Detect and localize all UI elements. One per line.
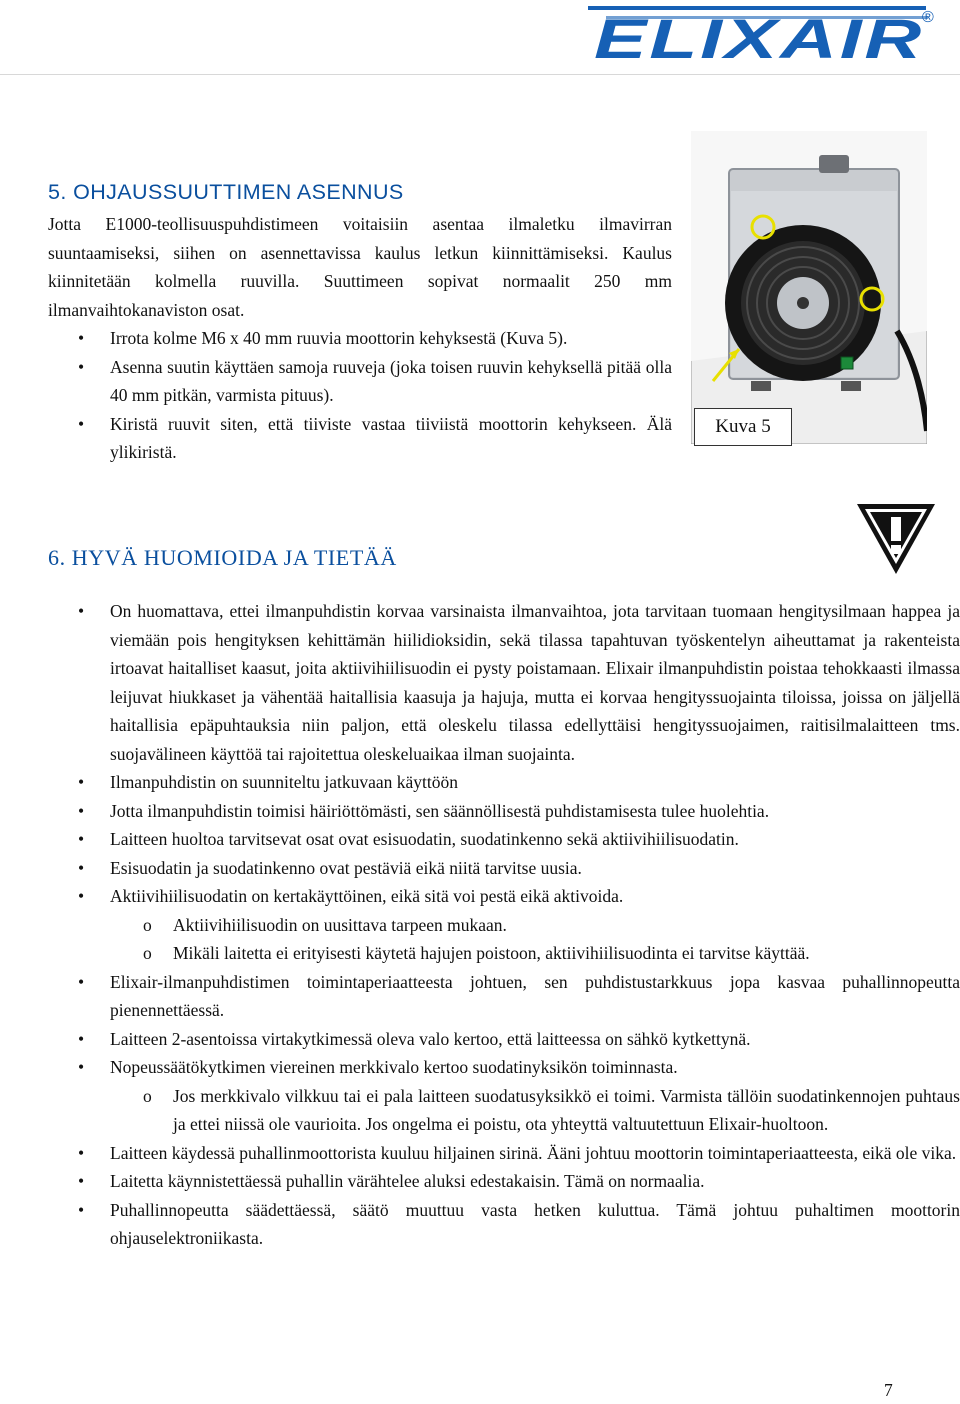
bullet: • xyxy=(78,328,85,348)
sub-bullet: o xyxy=(143,943,152,963)
bullet: • xyxy=(78,772,85,792)
list-item xyxy=(48,1053,960,1082)
list-item-text: Elixair-ilmanpuhdistimen toimintaperiaatteesta johtuen, sen puhdistustarkkuus jopa kasvaa puhallinnopeutta pienennettäessä. xyxy=(110,971,960,1020)
list-item xyxy=(48,1139,960,1168)
logo-text: ELIXAIR xyxy=(594,7,924,62)
bullet: • xyxy=(78,800,85,821)
bullet: • xyxy=(78,857,85,878)
warning-triangle-exclamation-icon xyxy=(855,500,937,576)
list-item-text: Esisuodatin ja suodatinkenno ovat pestäviä eikä niitä tarvitse uusia. xyxy=(110,857,582,878)
list-item xyxy=(48,1196,960,1253)
list-item-text: Laitteen 2-asentoissa virtakytkimessä oleva valo kertoo, että laitteessa on sähkö kytkettynä. xyxy=(110,1028,751,1049)
list-item-text: Ilmanpuhdistin on suunniteltu jatkuvaan käyttöön xyxy=(110,772,459,792)
bullet: • xyxy=(78,1057,85,1077)
list-item-text: Laitteen huoltoa tarvitsevat osat ovat esisuodatin, suodatinkenno sekä aktiivihiilisuodatin. xyxy=(110,829,739,849)
bullet: • xyxy=(78,601,85,621)
list-item xyxy=(48,768,960,797)
section5-title: 5. OHJAUSSUUTTIMEN ASENNUS xyxy=(48,180,404,204)
list-item-text: Jotta ilmanpuhdistin toimisi häiriöttömästi, sen säännöllisestä puhdistamisesta tulee huolehtia. xyxy=(110,800,770,821)
sub-bullet: o xyxy=(143,1085,152,1106)
elixair-logo xyxy=(584,0,944,62)
list-item-text: Jos merkkivalo vilkkuu tai ei pala laitteen suodatusyksikkö ei toimi. Varmista tällöin suodatinkennojen puhtaus ja ettei niissä ole vaurioita. Jos ongelma ei poistu, ota yhteyttä valtuutettuun Elixair-huoltoon. xyxy=(173,1085,960,1134)
list-item xyxy=(48,797,960,826)
list-item-text: Aktiivihiilisuodin on uusittava tarpeen mukaan. xyxy=(173,914,507,935)
bullet: • xyxy=(78,356,85,377)
list-item-text: On huomattava, ettei ilmanpuhdistin korvaa varsinaista ilmanvaihtoa, jota tarvitaan tuomaan hengitysilmaan happea ja viemään pois hengityksen kehittämän hiilidioksidin, sekä tilassa tapahtuvan työskentelyn aiheuttamat ja rakenteista irtoavat haitalliset kaasut, joita aktiivihiilisuodin ei pysty poistamaan. Elixair ilmanpuhdistin poistaa tehokkaasti ilmassa leijuvat hiukkaset ja vähentää haitallisia kaasuja ja hajuja, mutta ei korvaa hengityssuojainta tiloissa, joissa on jäljellä haitallisia epäpuhtauksia niin paljon, että oleskelu tilassa edellyttäisi hengityssuojaimen, raitisilmalaitteen tms. suojavälineen käyttöä tai rajoitettua oleskeluaikaa ilman suojainta. xyxy=(110,601,960,764)
page-number: 7 xyxy=(884,1380,893,1400)
section6-list xyxy=(48,597,960,1253)
section5-body xyxy=(48,210,672,467)
list-item xyxy=(48,968,960,1025)
section5-intro: Jotta E1000-teollisuuspuhdistimeen voitaisiin asentaa ilmaletku ilmavirran suuntaamiseksi, siihen on asennettavissa kaulus letkun kiinnittämiseksi. Kaulus kiinnitetään kolmella ruuvilla. Suuttimeen sopivat normaalit 250 mm ilmanvaihtokanaviston osat. xyxy=(48,214,672,320)
list-item xyxy=(48,1167,960,1196)
sub-list-item xyxy=(48,911,960,940)
bullet: • xyxy=(78,1028,85,1049)
bullet: • xyxy=(78,971,85,992)
list-item-text: Puhallinnopeutta säädettäessä, säätö muuttuu vasta hetken kuluttua. Tämä johtuu puhaltimen moottorin ohjauselektroniikasta. xyxy=(110,1199,960,1248)
section6-title: 6. HYVÄ HUOMIOIDA JA TIETÄÄ xyxy=(48,545,397,570)
bullet: • xyxy=(78,1171,85,1191)
bullet: • xyxy=(78,829,85,849)
list-item-text: Kiristä ruuvit siten, että tiiviste vastaa tiiviistä moottorin kehykseen. Älä ylikiristä. xyxy=(110,413,672,462)
list-item xyxy=(48,597,960,768)
bullet: • xyxy=(78,413,85,434)
list-item xyxy=(48,882,960,911)
figure-caption: Kuva 5 xyxy=(694,408,792,446)
sub-list-item xyxy=(48,939,960,968)
header-rule xyxy=(0,74,960,75)
list-item xyxy=(48,324,672,353)
list-item xyxy=(48,1025,960,1054)
bullet: • xyxy=(78,886,85,906)
list-item xyxy=(48,825,960,854)
list-item xyxy=(48,854,960,883)
list-item-text: Asenna suutin käyttäen samoja ruuveja (joka toisen ruuvin kehyksellä pitää olla 40 mm pitkän, varmista pituus). xyxy=(110,356,672,405)
list-item-text: Aktiivihiilisuodatin on kertakäyttöinen, eikä sitä voi pestä eikä aktivoida. xyxy=(110,886,624,906)
sub-list-item xyxy=(48,1082,960,1139)
list-item xyxy=(48,410,672,467)
bullet: • xyxy=(78,1199,85,1220)
list-item xyxy=(48,353,672,410)
bullet: • xyxy=(78,1142,85,1163)
registered-mark: ® xyxy=(922,9,934,26)
figure-photo-fan-unit xyxy=(691,131,927,444)
list-item-text: Laitetta käynnistettäessä puhallin värähtelee aluksi edestakaisin. Tämä on normaalia. xyxy=(110,1171,705,1191)
section5-list xyxy=(48,324,672,467)
list-item-text: Laitteen käydessä puhallinmoottorista kuuluu hiljainen sirinä. Ääni johtuu moottorin toimintaperiaatteesta, eikä ole vika. xyxy=(110,1142,957,1163)
list-item-text: Mikäli laitetta ei erityisesti käytetä hajujen poistoon, aktiivihiilisuodinta ei tarvitse käyttää. xyxy=(173,943,810,963)
sub-bullet: o xyxy=(143,914,152,935)
list-item-text: Nopeussäätökytkimen viereinen merkkivalo kertoo suodatinyksikön toiminnasta. xyxy=(110,1057,678,1077)
list-item-text: Irrota kolme M6 x 40 mm ruuvia moottorin kehyksestä (Kuva 5). xyxy=(110,328,568,348)
